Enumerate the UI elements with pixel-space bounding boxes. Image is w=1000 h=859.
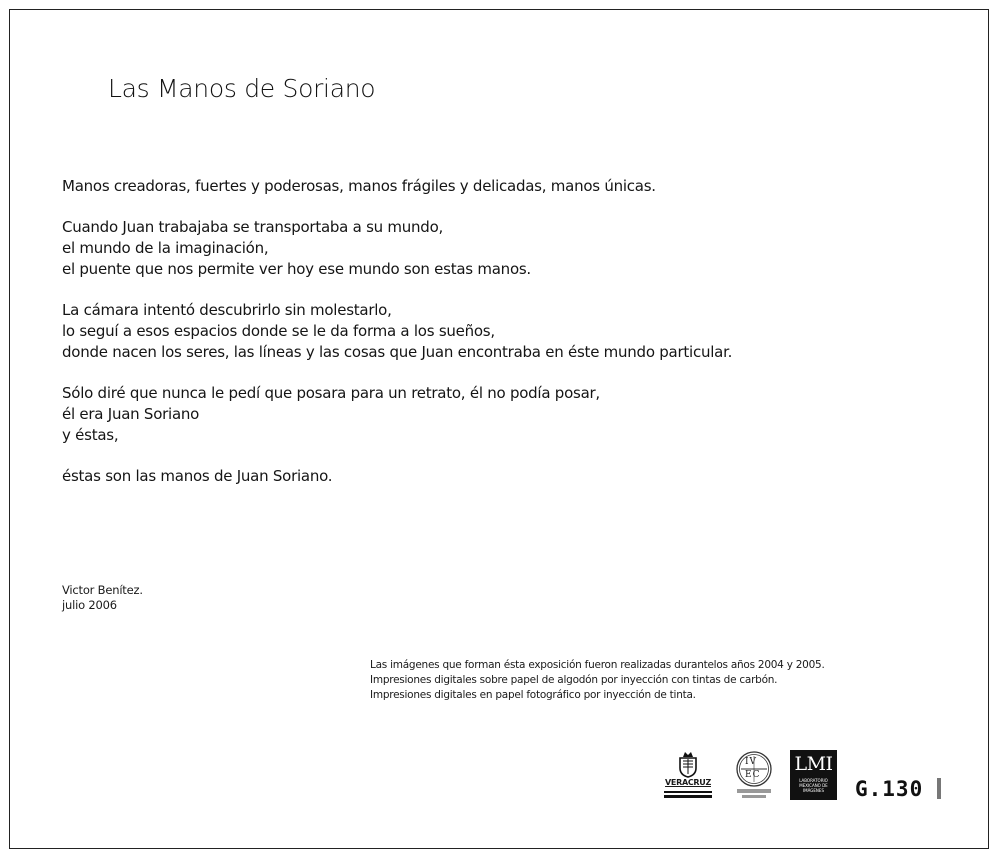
- credit-line: Las imágenes que forman ésta exposición fueron realizadas durantelos años 2004 y 2005.: [370, 659, 825, 671]
- poem-line: Manos creadoras, fuertes y poderosas, manos frágiles y delicadas, manos únicas.: [62, 177, 656, 195]
- ivec-bottom-letters: EC: [745, 770, 761, 780]
- poem-line: éstas son las manos de Juan Soriano.: [62, 467, 333, 485]
- poem-line: donde nacen los seres, las líneas y las cosas que Juan encontraba en éste mundo particular.: [62, 343, 733, 361]
- stanza-2: [62, 217, 942, 280]
- veracruz-logo: [660, 750, 716, 800]
- veracruz-rule: [664, 791, 712, 793]
- page-title: Las Manos de Soriano: [108, 74, 376, 103]
- stanza-4: [62, 383, 942, 446]
- sponsor-logos: [655, 750, 955, 802]
- poem-text: [62, 176, 942, 507]
- poem-line: el mundo de la imaginación,: [62, 239, 269, 257]
- signature-date: julio 2006: [62, 598, 117, 612]
- poem-line: y éstas,: [62, 426, 119, 444]
- poem-line: lo seguí a esos espacios donde se le da forma a los sueños,: [62, 322, 495, 340]
- lmi-subtitle-line: MEXICANO DE: [799, 783, 828, 788]
- ivec-logo: [733, 750, 775, 800]
- gallery-logo-bar: [937, 778, 941, 799]
- stanza-3: [62, 300, 942, 363]
- lmi-subtitle-line: LABORATORIO: [799, 778, 828, 783]
- credit-line: Impresiones digitales sobre papel de algodón por inyección con tintas de carbón.: [370, 674, 778, 686]
- poem-line: La cámara intentó descubrirlo sin molestarlo,: [62, 301, 392, 319]
- veracruz-crest-icon: [677, 750, 699, 778]
- stanza-5: [62, 466, 942, 487]
- poem-line: Cuando Juan trabajaba se transportaba a su mundo,: [62, 218, 444, 236]
- veracruz-wordmark: VERACRUZ: [665, 778, 711, 787]
- ivec-top-letters: IV: [745, 757, 758, 767]
- gallery-logo: G.130: [855, 777, 924, 801]
- signature: [62, 583, 143, 613]
- lmi-subtitle-line: IMÁGENES: [803, 788, 824, 793]
- signature-author: Victor Benítez.: [62, 583, 143, 597]
- print-credits: [370, 658, 825, 703]
- credit-line: Impresiones digitales en papel fotográfico por inyección de tinta.: [370, 689, 696, 701]
- lmi-logo: [790, 750, 837, 800]
- stanza-1: [62, 176, 942, 197]
- poem-line: él era Juan Soriano: [62, 405, 200, 423]
- lmi-wordmark: LMI: [794, 753, 833, 775]
- lmi-subtitle: [790, 778, 837, 793]
- poem-line: el puente que nos permite ver hoy ese mundo son estas manos.: [62, 260, 531, 278]
- poem-line: Sólo diré que nunca le pedí que posara para un retrato, él no podía posar,: [62, 384, 600, 402]
- veracruz-rule: [664, 795, 712, 798]
